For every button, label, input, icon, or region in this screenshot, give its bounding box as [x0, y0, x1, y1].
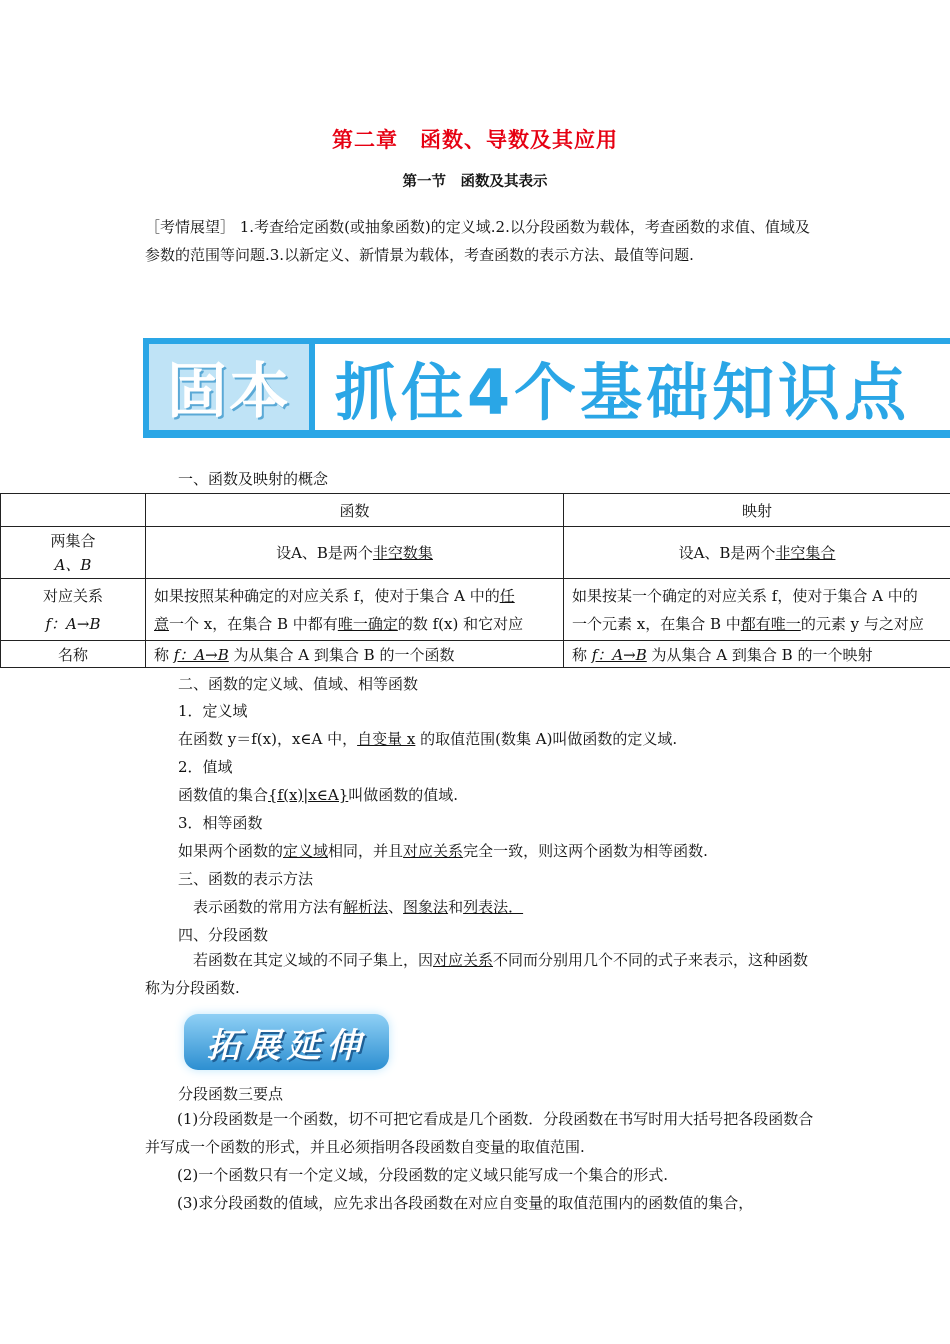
text-span: 叫做函数的值域.	[348, 786, 459, 804]
underlined-text: 图象法	[403, 898, 449, 916]
piecewise-definition	[145, 946, 815, 1002]
cell-text: 一个 x，在集合 B 中都有	[169, 614, 338, 633]
representation-methods	[193, 896, 523, 917]
domain-definition	[178, 728, 677, 749]
text-span: 函数值的集合	[178, 786, 269, 804]
cell-text: 设A、B是两个	[678, 544, 776, 562]
row-label-line: f：A→B	[45, 614, 101, 633]
cell-underlined-text: 任	[499, 586, 515, 605]
cell-text: 如果按某一个确定的对应关系 f，使对于集合 A 中的	[572, 586, 918, 605]
underlined-text: 解析法	[343, 898, 389, 916]
underlined-text: 自变量 x	[357, 730, 416, 748]
subheading-equal-functions: 3．相等函数	[178, 814, 263, 832]
row-label-correspondence	[1, 579, 146, 641]
extension-point-2: (2)一个函数只有一个定义域，分段函数的定义域只能写成一个集合的形式.	[177, 1166, 669, 1184]
section-title: 第一节 函数及其表示	[402, 173, 548, 190]
cell-function-sets	[146, 527, 564, 579]
cell-underlined-text: 非空数集	[372, 544, 433, 562]
banner-left-label: 固本	[149, 344, 309, 430]
text-span: 若函数在其定义域的不同子集上，因	[193, 951, 434, 969]
cell-text: 一个元素 x，在集合 B 中	[572, 614, 741, 633]
text-span: 的取值范围(数集 A)叫做函数的定义域.	[415, 730, 678, 748]
heading-representation: 三、函数的表示方法	[178, 870, 314, 888]
extension-point-1: (1)分段函数是一个函数，切不可把它看成是几个函数．分段函数在书写时用大括号把各段函数合并写成一个函数的形式，并且必须指明各段函数自变量的取值范围.	[145, 1110, 814, 1156]
cell-text: 如果按照某种确定的对应关系 f，使对于集合 A 中的	[154, 586, 500, 605]
table-row	[1, 641, 950, 668]
knowledge-banner	[143, 338, 950, 438]
cell-mapping-name	[564, 641, 950, 668]
cell-mapping-sets	[564, 527, 950, 579]
cell-mapping-correspondence	[564, 579, 950, 641]
row-label-line: 对应关系	[42, 586, 103, 605]
heading-domain-range: 二、函数的定义域、值域、相等函数	[178, 675, 419, 693]
cell-text: 的元素 y 与之对应	[800, 614, 924, 633]
underlined-text: 列表法．	[463, 898, 524, 916]
cell-text: 为从集合 A 到集合 B 的一个函数	[228, 645, 455, 664]
underlined-text: {f(x)|x∈A}	[268, 786, 349, 804]
cell-underlined-text: 意	[154, 614, 170, 633]
cell-text: 的数 f(x) 和它对应	[397, 614, 524, 633]
text-span: 和	[448, 898, 464, 916]
cell-underlined-text: f：A→B	[173, 645, 229, 664]
cell-text: 称	[154, 645, 174, 664]
cell-underlined-text: 都有唯一	[740, 614, 801, 633]
text-span: 表示函数的常用方法有	[193, 898, 344, 916]
subheading-domain: 1．定义域	[178, 702, 248, 720]
table-row	[1, 527, 950, 579]
heading-piecewise: 四、分段函数	[178, 926, 269, 944]
heading-function-mapping: 一、函数及映射的概念	[178, 470, 329, 488]
cell-text: 设A、B是两个	[276, 544, 373, 562]
extension-point-3: (3)求分段函数的值域，应先求出各段函数在对应自变量的取值范围内的函数值的集合，	[177, 1194, 754, 1212]
underlined-text: 对应关系	[403, 842, 464, 860]
cell-underlined-text: f：A→B	[591, 645, 647, 664]
row-label-name: 名称	[1, 641, 146, 668]
exam-outlook-paragraph: ［考情展望］ 1.考查给定函数(或抽象函数)的定义域.2.以分段函数为载体，考查函数的求值、值域及参数的范围等问题.3.以新定义、新情景为载体，考查函数的表示方法、最值等问题.	[145, 218, 810, 264]
table-corner-cell	[1, 494, 146, 527]
chapter-title: 第二章 函数、导数及其应用	[332, 127, 618, 152]
function-mapping-table	[0, 493, 950, 668]
row-label-line: A、B	[54, 555, 92, 574]
equal-functions-definition	[178, 840, 708, 861]
text-span: 不同而分别用几个不同的式子来表示，这种函数称为分段函数.	[145, 951, 809, 997]
text-span: 在函数 y＝f(x)，x∈A 中，	[178, 730, 358, 748]
cell-function-name	[146, 641, 564, 668]
row-label-line: 两集合	[50, 531, 96, 550]
table-header-mapping: 映射	[564, 494, 950, 527]
text-span: 相同，并且	[328, 842, 404, 860]
row-label-sets	[1, 527, 146, 579]
extension-title: 分段函数三要点	[178, 1085, 284, 1103]
banner-right-label: 抓住4个基础知识点	[315, 344, 950, 430]
text-span: 完全一致，则这两个函数为相等函数.	[463, 842, 708, 860]
range-definition	[178, 784, 458, 805]
table-header-function: 函数	[146, 494, 564, 527]
underlined-text: 对应关系	[433, 951, 494, 969]
text-span: 如果两个函数的	[178, 842, 284, 860]
cell-function-correspondence	[146, 579, 564, 641]
cell-text: 为从集合 A 到集合 B 的一个映射	[646, 645, 873, 664]
text-span: 、	[388, 898, 404, 916]
cell-underlined-text: 非空集合	[775, 544, 836, 562]
table-header-row	[1, 494, 950, 527]
cell-underlined-text: 唯一确定	[337, 614, 398, 633]
table-row	[1, 579, 950, 641]
subheading-range: 2．值域	[178, 758, 233, 776]
underlined-text: 定义域	[283, 842, 329, 860]
extension-badge: 拓展延伸	[184, 1014, 389, 1070]
cell-text: 称	[572, 645, 592, 664]
